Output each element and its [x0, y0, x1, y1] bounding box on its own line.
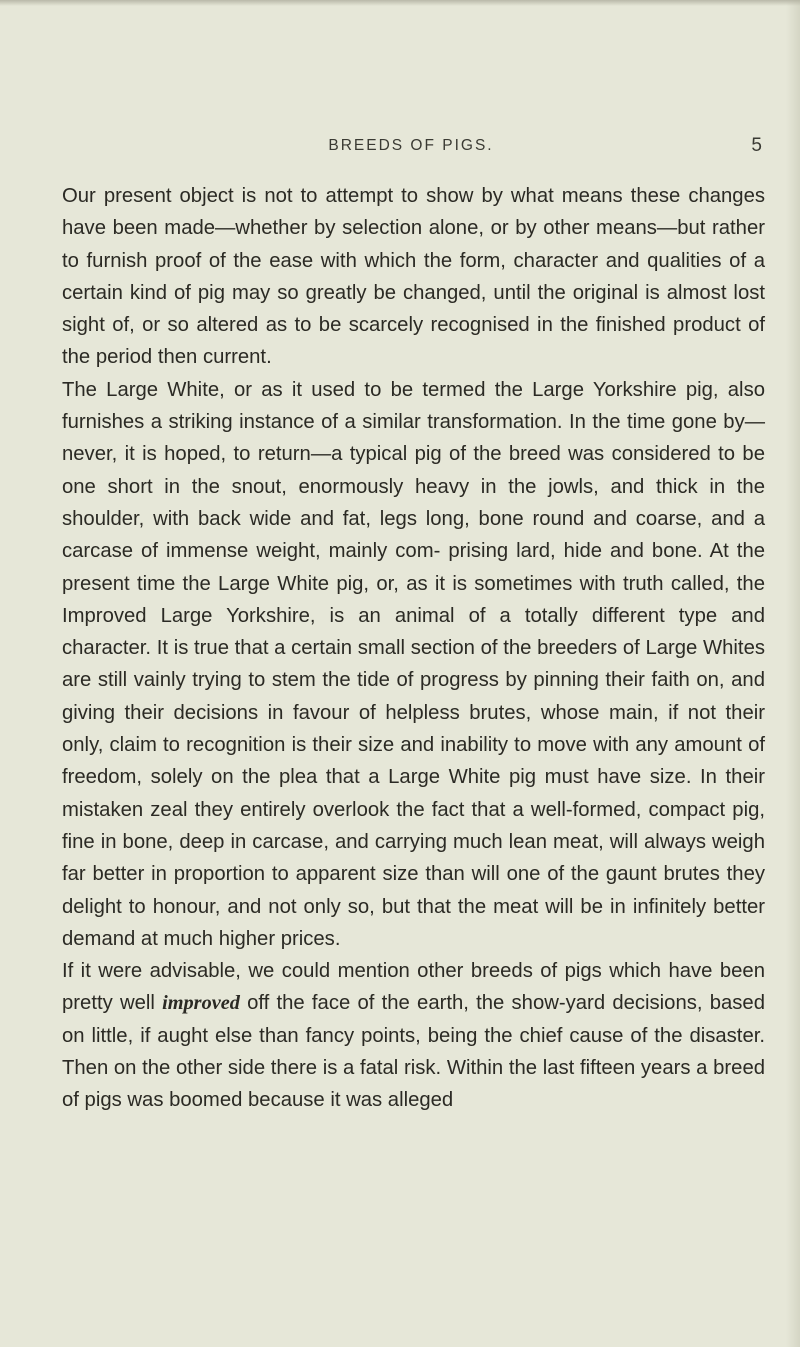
page-right-edge	[786, 0, 800, 1347]
page-header	[60, 133, 762, 163]
paragraph-1: Our present object is not to attempt to show by what means these changes have been made—whether by selection alone, or by other means—but rather to furnish proof of the ease with which the form, character and qualities of a certain kind of pig may so greatly be changed, until the original is almost lost sight of, or so altered as to be scarcely recognised in the finished product of the period then current.	[62, 185, 765, 369]
paragraph-3	[62, 955, 765, 1116]
paragraph-3-after: off the face of the earth, the show-yard decisions, based on little, if aught else than fancy points, being the chief cause of the disaster. Then on the other side there is a fatal risk. Within the last fifteen years a breed of pigs was boomed because it was alleged	[62, 992, 765, 1112]
emphasis-improved: improved	[162, 992, 240, 1015]
running-head: BREEDS OF PIGS.	[328, 137, 494, 154]
body-text	[62, 180, 765, 1117]
paragraph-2: The Large White, or as it used to be termed the Large Yorkshire pig, also furnishes a striking instance of a similar transformation. In the time gone by—never, it is hoped, to return—a typical pig of the breed was considered to be one short in the snout, enormously heavy in the jowls, and thick in the shoulder, with back wide and fat, legs long, bone round and coarse, and a carcase of immense weight, mainly com- prising lard, hide and bone. At the present time the Large White pig, or, as it is sometimes with truth called, the Improved Large Yorkshire, is an animal of a totally different type and character. It is true that a certain small section of the breeders of Large Whites are still vainly trying to stem the tide of progress by pinning their faith on, and giving their decisions in favour of helpless brutes, whose main, if not their only, claim to recognition is their size and inability to move with any amount of freedom, solely on the plea that a Large White pig must have size. In their mistaken zeal they entirely overlook the fact that a well-formed, compact pig, fine in bone, deep in carcase, and carrying much lean meat, will always weigh far better in proportion to apparent size than will one of the gaunt brutes they delight to honour, and not only so, but that the meat will be in infinitely better demand at much higher prices.	[62, 378, 765, 950]
page-number: 5	[751, 135, 762, 156]
paragraph-3-before: If it were advisable, we could mention other breeds of pigs which have been pretty well	[62, 960, 765, 1015]
page-top-edge	[0, 0, 800, 6]
